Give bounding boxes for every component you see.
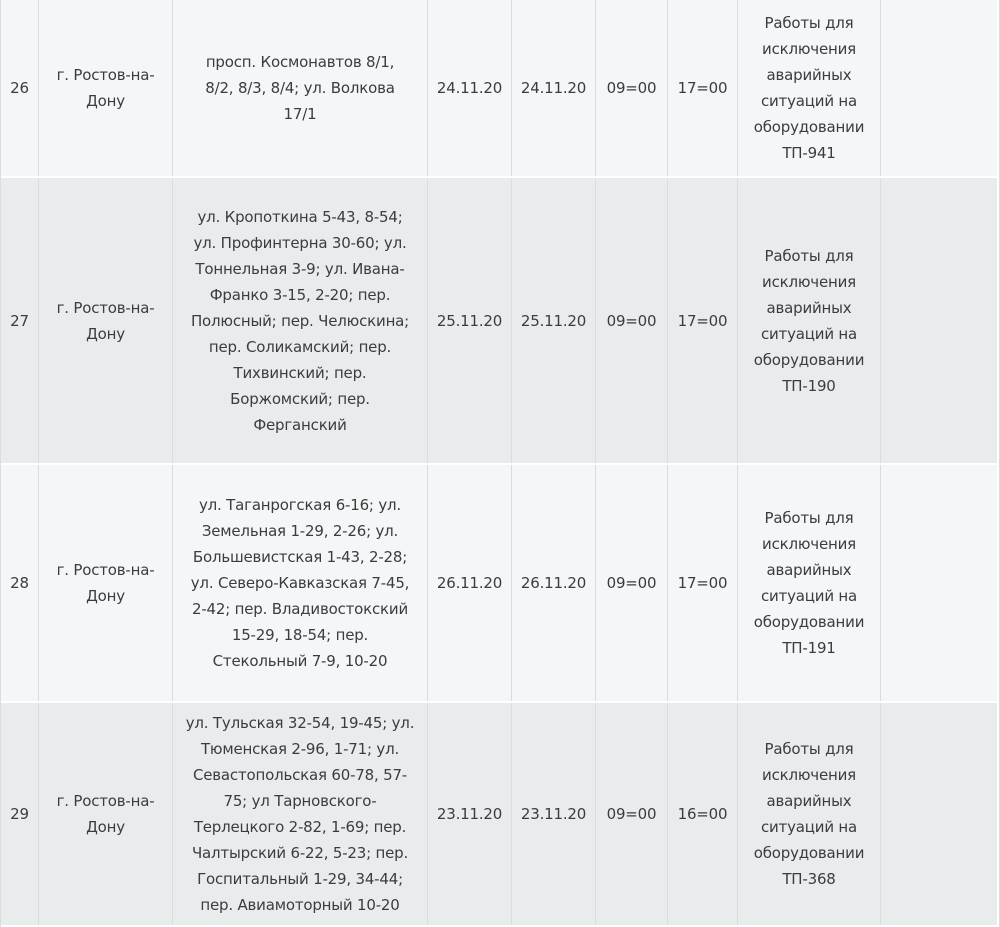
row-number: 27 [1,178,39,463]
table-row [1,0,999,178]
row-number: 26 [1,0,39,176]
city-cell [39,0,173,176]
address-cell [173,465,428,701]
date-end-cell: 24.11.20 [512,0,596,176]
city-text: г. Ростов-на-Дону [56,792,155,836]
work-text: Работы для исключения аварийных ситуаций на оборудовании ТП-190 [753,246,865,395]
work-description-cell [738,178,881,463]
work-description-cell [738,465,881,701]
date-start-cell: 24.11.20 [428,0,512,176]
address-cell [173,703,428,925]
address-text: просп. Космонавтов 8/1, 8/2, 8/3, 8/4; ул. Волкова 17/1 [205,53,395,123]
work-text: Работы для исключения аварийных ситуаций на оборудовании ТП-941 [753,14,865,162]
time-start-cell: 09=00 [596,465,668,701]
time-end-cell: 17=00 [668,0,738,176]
time-start-cell: 09=00 [596,0,668,176]
date-end-cell: 25.11.20 [512,178,596,463]
address-text: ул. Таганрогская 6-16; ул. Земельная 1-29, 2-26; ул. Большевистская 1-43, 2-28; ул. Северо-Кавказская 7-45, 2-42; пер. Владивостокский 15-29, 18-54; пер. Стекольный 7-9, 10-20 [190,496,410,670]
city-text: г. Ростов-на-Дону [56,298,155,343]
date-end-cell: 26.11.20 [512,465,596,701]
address-cell [173,178,428,463]
work-text: Работы для исключения аварийных ситуаций на оборудовании ТП-191 [753,509,865,657]
date-start-cell: 25.11.20 [428,178,512,463]
city-text: г. Ростов-на-Дону [56,561,155,605]
time-start-cell: 09=00 [596,178,668,463]
extra-cell [881,178,997,463]
address-text: ул. Кропоткина 5-43, 8-54; ул. Профинтерна 30-60; ул. Тоннельная 3-9; ул. Ивана-Франко 3-15, 2-20; пер. Полюсный; пер. Челюскина; пер. Соликамский; пер. Тихвинский; пер. Боржомский; пер. Ферганский [190,207,410,434]
address-cell [173,0,428,176]
table-row [1,178,999,465]
extra-cell [881,703,997,925]
date-start-cell: 26.11.20 [428,465,512,701]
extra-cell [881,0,997,176]
city-cell [39,178,173,463]
row-number: 28 [1,465,39,701]
row-number: 29 [1,703,39,925]
time-end-cell: 17=00 [668,178,738,463]
city-text: г. Ростов-на-Дону [56,66,155,110]
date-start-cell: 23.11.20 [428,703,512,925]
work-description-cell [738,0,881,176]
work-description-cell [738,703,881,925]
date-end-cell: 23.11.20 [512,703,596,925]
work-text: Работы для исключения аварийных ситуаций на оборудовании ТП-368 [753,740,865,888]
city-cell [39,465,173,701]
table-row [1,703,999,927]
table-row [1,465,999,703]
time-end-cell: 17=00 [668,465,738,701]
address-text: ул. Тульская 32-54, 19-45; ул. Тюменская 2-96, 1-71; ул. Севастопольская 60-78, 57-75; ул Тарновского-Терлецкого 2-82, 1-69; пер. Чалтырский 6-22, 5-23; пер. Госпитальный 1-29, 34-44; пер. Авиамоторный 10-20 [185,714,415,914]
time-end-cell: 16=00 [668,703,738,925]
city-cell [39,703,173,925]
extra-cell [881,465,997,701]
time-start-cell: 09=00 [596,703,668,925]
